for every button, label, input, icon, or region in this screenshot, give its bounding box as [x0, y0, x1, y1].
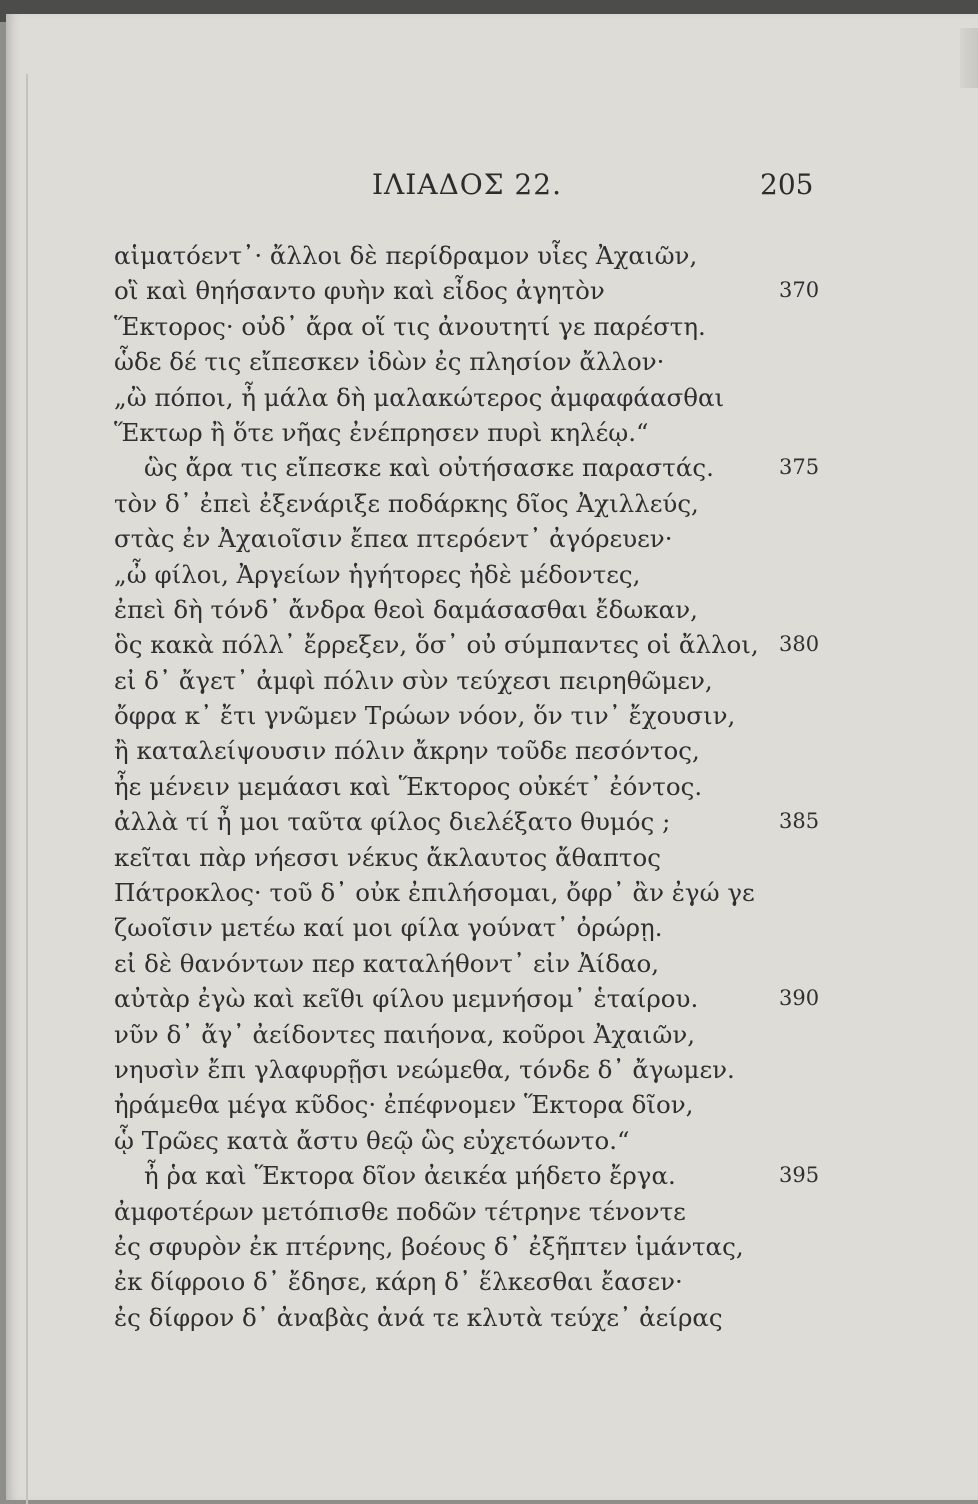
verse-line — [114, 946, 854, 981]
verse-line-text: ἐκ δίφροιο δ᾽ ἔδησε, κάρη δ᾽ ἕλκεσθαι ἔασεν· — [114, 1267, 683, 1297]
verse-line-text: ὣς ἄρα τις εἴπεσκε καὶ οὐτήσασκε παραστάς. — [144, 453, 714, 483]
verse-line-text: ὧδε δέ τις εἴπεσκεν ἰδὼν ἐς πλησίον ἄλλον· — [114, 347, 665, 377]
verse-line-text: „ὦ φίλοι, Ἀργείων ἡγήτορες ἠδὲ μέδοντες, — [114, 559, 641, 589]
line-number: 390 — [779, 986, 820, 1011]
verse-line — [114, 910, 854, 945]
verse-line — [114, 840, 854, 875]
binding-edge — [26, 74, 28, 1504]
line-number: 380 — [779, 632, 820, 657]
verse-line-text: εἰ δὲ θανόντων περ καταλήθοντ᾽ εἰν Ἀίδαο, — [114, 948, 660, 978]
verse-line — [114, 1158, 854, 1193]
verse-line — [114, 698, 854, 733]
verse-line — [114, 450, 854, 485]
verse-line-text: στὰς ἐν Ἀχαιοῖσιν ἔπεα πτερόεντ᾽ ἀγόρευεν· — [114, 524, 673, 554]
verse-line — [114, 238, 854, 273]
verse-line-text: ἐπεὶ δὴ τόνδ᾽ ἄνδρα θεοὶ δαμάσασθαι ἔδωκαν, — [114, 594, 698, 624]
verse-line — [114, 663, 854, 698]
verse-line — [114, 1017, 854, 1052]
verse-line-text: „ὢ πόποι, ἦ μάλα δὴ μαλακώτερος ἀμφαφάασθαι — [114, 382, 725, 412]
verse-line-text: νῦν δ᾽ ἄγ᾽ ἀείδοντες παιήονα, κοῦροι Ἀχαιῶν, — [114, 1019, 696, 1049]
verse-line-text: ἀλλὰ τί ἦ μοι ταῦτα φίλος διελέξατο θυμός ; — [114, 807, 671, 837]
verse-line-text: ἐς σφυρὸν ἐκ πτέρνης, βοέους δ᾽ ἐξῆπτεν ἱμάντας, — [114, 1231, 744, 1261]
page-fold — [960, 28, 978, 88]
verse-line-text: ἦε μένειν μεμάασι καὶ Ἕκτορος οὐκέτ᾽ ἐόντος. — [114, 771, 703, 801]
verse-line — [114, 486, 854, 521]
verse-line — [114, 733, 854, 768]
verse-line — [114, 592, 854, 627]
verse-line-text: ἢ καταλείψουσιν πόλιν ἄκρην τοῦδε πεσόντος, — [114, 736, 700, 766]
verse-line-text: οἳ καὶ θηήσαντο φυὴν καὶ εἶδος ἀγητὸν — [114, 276, 605, 306]
verse-line-text: ἀμφοτέρων μετόπισθε ποδῶν τέτρηνε τένοντε — [114, 1196, 686, 1226]
verse-line — [114, 1229, 854, 1264]
verse-line-text: εἰ δ᾽ ἄγετ᾽ ἀμφὶ πόλιν σὺν τεύχεσι πειρηθῶμεν, — [114, 665, 713, 695]
verse-line — [114, 1087, 854, 1122]
verse-line — [114, 344, 854, 379]
line-number: 370 — [779, 278, 820, 303]
verse-line — [114, 1264, 854, 1299]
verse-line — [114, 804, 854, 839]
verse-line — [114, 521, 854, 556]
running-title: ΙΛΙΑΔΟΣ 22. — [372, 168, 562, 201]
verse-line — [114, 1300, 854, 1335]
verse-line — [114, 273, 854, 308]
page-number: 205 — [760, 168, 814, 201]
verse-line-text: αἱματόεντ᾽· ἄλλοι δὲ περίδραμον υἷες Ἀχαιῶν, — [114, 241, 698, 270]
verse-line — [114, 1123, 854, 1158]
running-header — [0, 168, 978, 208]
verse-line-text: ὄφρα κ᾽ ἔτι γνῶμεν Τρώων νόον, ὅν τιν᾽ ἔχουσιν, — [114, 701, 736, 731]
verse-line — [114, 557, 854, 592]
verse-line-text: Πάτροκλος· τοῦ δ᾽ οὐκ ἐπιλήσομαι, ὄφρ᾽ ἂν ἐγώ γε — [114, 878, 755, 908]
verse-line-text: κεῖται πὰρ νήεσσι νέκυς ἄκλαυτος ἄθαπτος — [114, 842, 661, 872]
verse-line-text: Ἕκτορος· οὐδ᾽ ἄρα οἵ τις ἀνουτητί γε παρέστη. — [114, 311, 706, 341]
verse-line — [114, 1052, 854, 1087]
verse-line-text: τὸν δ᾽ ἐπεὶ ἐξενάριξε ποδάρκης δῖος Ἀχιλλεύς, — [114, 488, 699, 518]
verse-line — [114, 875, 854, 910]
verse-line-text: ἠράμεθα μέγα κῦδος· ἐπέφνομεν Ἕκτορα δῖον, — [114, 1090, 694, 1120]
verse-line-text: ζωοῖσιν μετέω καί μοι φίλα γούνατ᾽ ὀρώρῃ. — [114, 913, 663, 943]
verse-line — [114, 1194, 854, 1229]
verse-text — [114, 238, 854, 1335]
verse-line-text: Ἕκτωρ ἢ ὅτε νῆας ἐνέπρησεν πυρὶ κηλέῳ.“ — [114, 417, 649, 447]
verse-line — [114, 309, 854, 344]
line-number: 375 — [779, 455, 820, 480]
verse-line — [114, 627, 854, 662]
verse-line-text: ᾧ Τρῶες κατὰ ἄστυ θεῷ ὣς εὐχετόωντο.“ — [114, 1125, 630, 1155]
verse-line-text: ἦ ῥα καὶ Ἕκτορα δῖον ἀεικέα μήδετο ἔργα. — [144, 1161, 676, 1191]
verse-line-text: αὐτὰρ ἐγὼ καὶ κεῖθι φίλου μεμνήσομ᾽ ἑταίρου. — [114, 984, 699, 1014]
line-number: 395 — [779, 1163, 820, 1188]
verse-line — [114, 769, 854, 804]
line-number: 385 — [779, 809, 820, 834]
verse-line — [114, 415, 854, 450]
verse-line — [114, 981, 854, 1016]
verse-line-text: ἐς δίφρον δ᾽ ἀναβὰς ἀνά τε κλυτὰ τεύχε᾽ ἀείρας — [114, 1302, 723, 1332]
verse-line — [114, 380, 854, 415]
verse-line-text: ὃς κακὰ πόλλ᾽ ἔρρεξεν, ὅσ᾽ οὐ σύμπαντες οἱ ἄλλοι, — [114, 630, 759, 660]
verse-line-text: νηυσὶν ἔπι γλαφυρῇσι νεώμεθα, τόνδε δ᾽ ἄγωμεν. — [114, 1054, 735, 1084]
